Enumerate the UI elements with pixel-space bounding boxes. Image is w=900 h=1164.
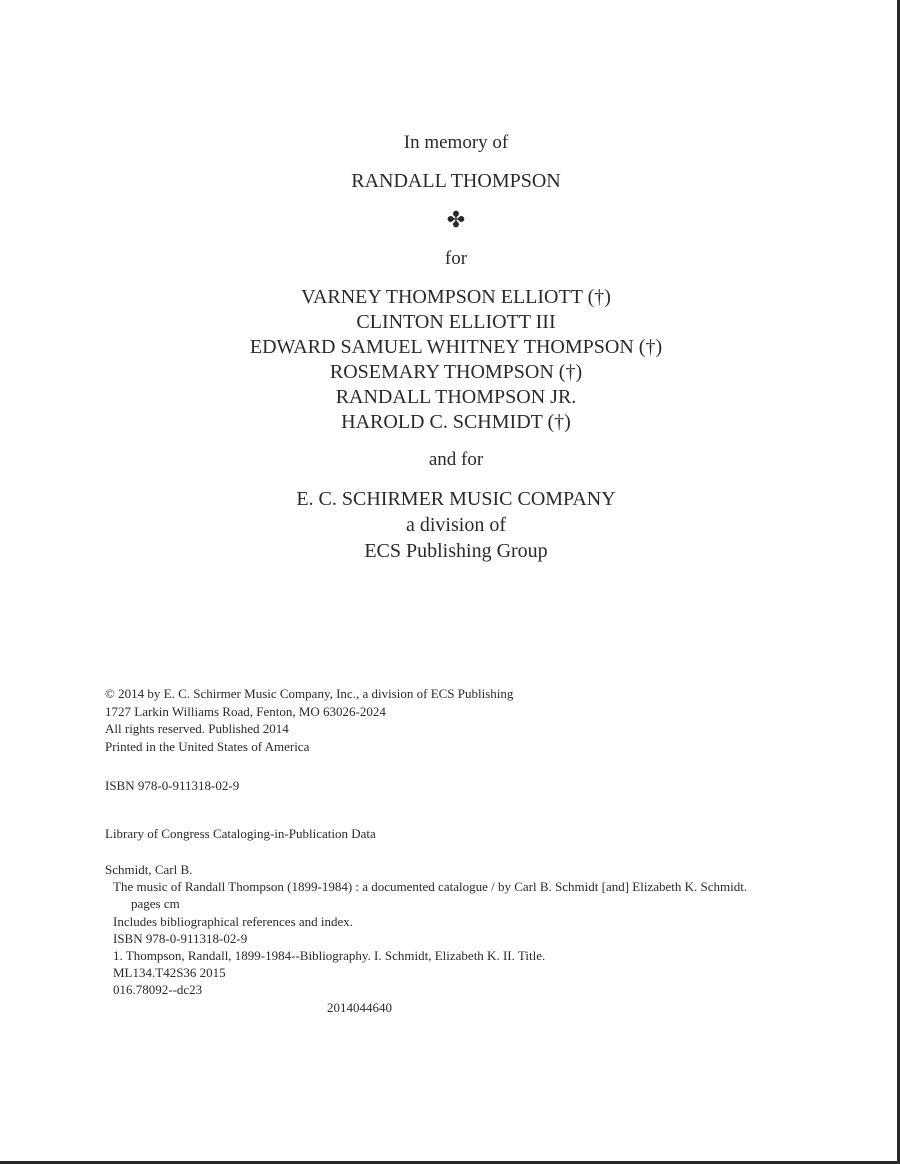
catalog-author: Schmidt, Carl B. bbox=[105, 862, 193, 877]
catalog-dewey: 016.78092--dc23 bbox=[113, 982, 203, 998]
cataloging-heading: Library of Congress Cataloging-in-Publication Data bbox=[105, 826, 376, 841]
publisher-group: ECS Publishing Group bbox=[364, 540, 548, 562]
dedication-name: EDWARD SAMUEL WHITNEY THOMPSON (†) bbox=[249, 336, 663, 358]
dedication-name: RANDALL THOMPSON JR. bbox=[335, 386, 577, 408]
catalog-isbn: ISBN 978-0-911318-02-9 bbox=[113, 930, 248, 946]
dedicatee-name: RANDALL THOMPSON bbox=[351, 170, 561, 192]
rights-line: All rights reserved. Published 2014 bbox=[105, 721, 289, 736]
catalog-includes: Includes bibliographical references and index. bbox=[113, 913, 354, 929]
isbn-line: ISBN 978-0-911318-02-9 bbox=[105, 778, 240, 793]
dedication-name: HAROLD C. SCHMIDT (†) bbox=[341, 411, 571, 433]
and-for-label: and for bbox=[428, 449, 484, 470]
printed-line: Printed in the United States of America bbox=[105, 738, 310, 754]
catalog-title: The music of Randall Thompson (1899-1984) : a documented catalogue / by Carl B. Schmidt [and] Elizabeth K. Schmidt. bbox=[113, 879, 748, 895]
catalog-call-number: ML134.T42S36 2015 bbox=[113, 965, 226, 981]
catalog-pages: pages cm bbox=[131, 896, 180, 912]
dedication-name: VARNEY THOMPSON ELLIOTT (†) bbox=[301, 286, 611, 308]
dedication-names-list bbox=[0, 285, 900, 435]
dedication-intro: In memory of bbox=[403, 132, 509, 153]
publisher-division-label: a division of bbox=[406, 514, 506, 536]
publisher-name: E. C. SCHIRMER MUSIC COMPANY bbox=[296, 488, 616, 510]
address-line: 1727 Larkin Williams Road, Fenton, MO 63026-2024 bbox=[105, 703, 386, 719]
cataloging-record bbox=[105, 861, 747, 1016]
dedication-name: ROSEMARY THOMPSON (†) bbox=[329, 361, 583, 383]
for-label: for bbox=[444, 248, 468, 269]
dedication-name: CLINTON ELLIOTT III bbox=[356, 311, 556, 333]
publisher-block bbox=[0, 486, 900, 564]
copyright-block bbox=[105, 685, 513, 755]
copyright-line: © 2014 by E. C. Schirmer Music Company, Inc., a division of ECS Publishing bbox=[105, 686, 514, 701]
fleuron-ornament-icon: ✤ bbox=[446, 207, 466, 232]
catalog-subjects: 1. Thompson, Randall, 1899-1984--Bibliography. I. Schmidt, Elizabeth K. II. Title. bbox=[113, 948, 546, 964]
catalog-lccn: 2014044640 bbox=[327, 999, 392, 1015]
